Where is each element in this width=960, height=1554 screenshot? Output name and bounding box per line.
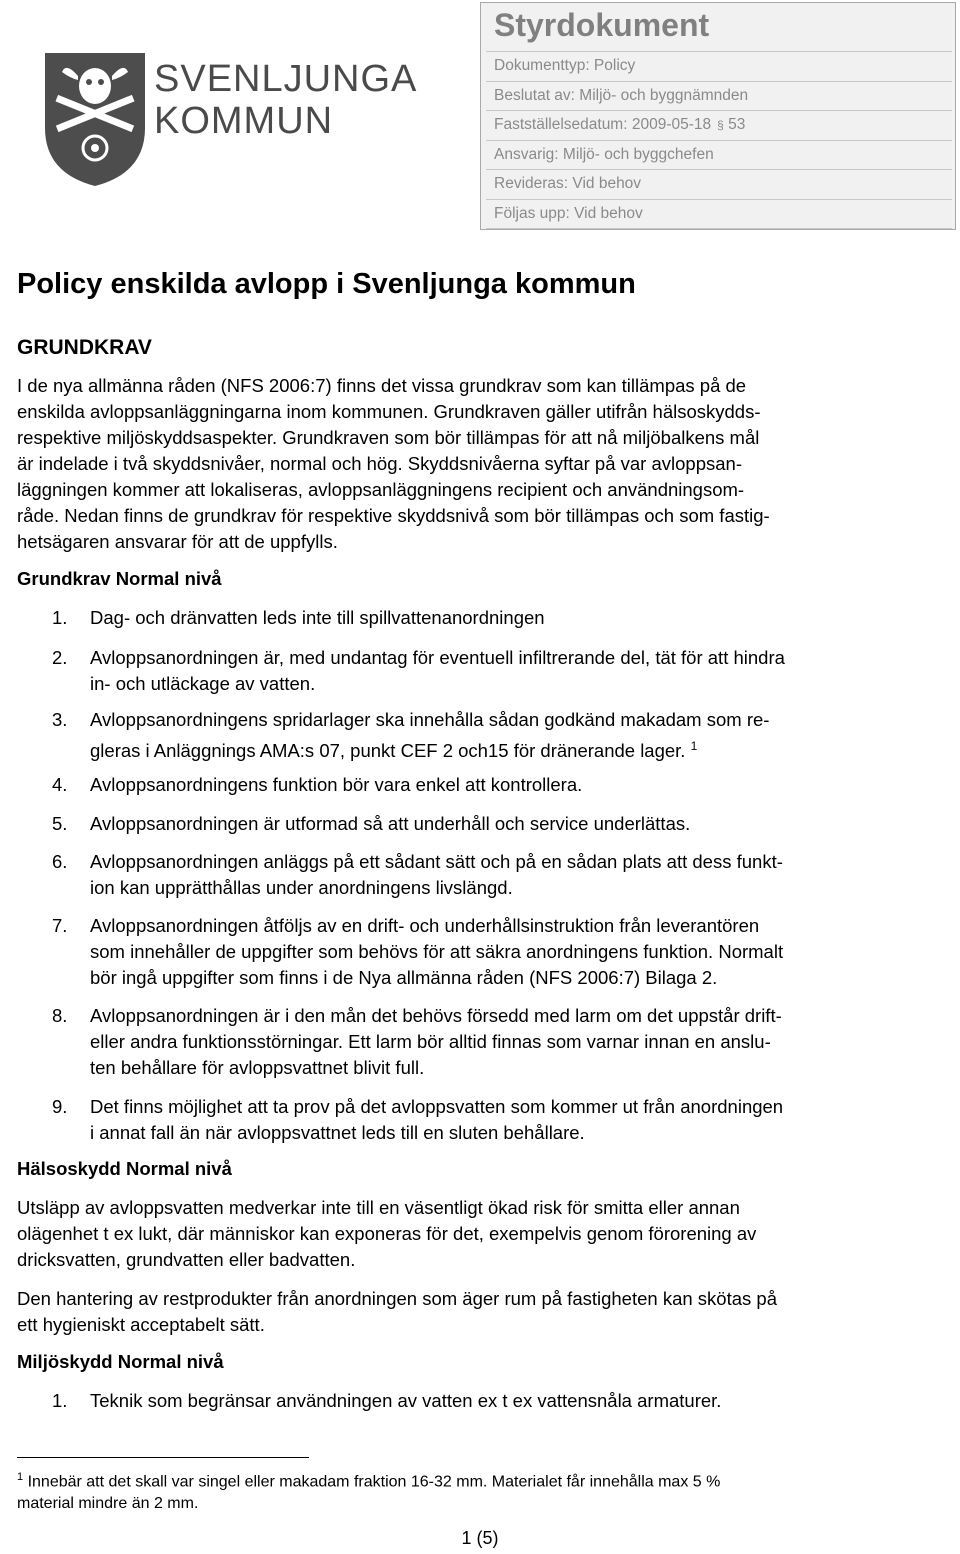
list-item xyxy=(52,913,942,991)
paragraph-line: Den hantering av restprodukter från anordningen som äger rum på fastigheten kan skötas på xyxy=(17,1288,777,1309)
list-number: 1. xyxy=(52,1390,68,1411)
intro-line: hetsägaren ansvarar för att de uppfylls. xyxy=(17,531,338,552)
list-text: Avloppsanordningen anläggs på ett sådant sätt och på en sådan plats att dess funkt- xyxy=(90,851,783,872)
list-text: i annat fall än när avloppsvattnet leds till en sluten behållare. xyxy=(90,1122,585,1143)
list-text xyxy=(90,733,942,764)
halsoskydd-paragraph-2 xyxy=(17,1286,947,1338)
list-number: 5. xyxy=(52,813,68,834)
footnote-mark: 1 xyxy=(17,1471,24,1483)
list-item xyxy=(52,1003,942,1081)
list-text: som innehåller de uppgifter som behövs för att säkra anordningens funktion. Normalt xyxy=(90,941,784,962)
document-metadata-box xyxy=(480,2,956,230)
paragraph-number: 53 xyxy=(728,116,746,134)
list-item xyxy=(52,605,942,631)
footnote xyxy=(17,1466,937,1515)
metadata-title: Styrdokument xyxy=(494,7,710,43)
metadata-row-revision: Revideras: Vid behov xyxy=(486,169,952,199)
footnote-reference[interactable]: 1 xyxy=(690,739,698,753)
intro-paragraph xyxy=(17,373,947,555)
intro-line: enskilda avloppsanläggningarna inom kommunen. Grundkraven gäller utifrån hälsoskydds- xyxy=(17,401,761,422)
intro-line: respektive miljöskyddsaspekter. Grundkraven som bör tillämpas för att nå miljöbalkens mål xyxy=(17,427,760,448)
grundkrav-heading: Grundkrav Normal nivå xyxy=(17,568,222,589)
municipality-logo xyxy=(40,48,440,188)
halsoskydd-heading: Hälsoskydd Normal nivå xyxy=(17,1158,232,1179)
halsoskydd-paragraph-1 xyxy=(17,1195,947,1273)
metadata-rows xyxy=(486,51,952,229)
list-text: eller andra funktionsstörningar. Ett larm bör alltid finnas som varnar innan en anslu- xyxy=(90,1031,771,1052)
list-text: Avloppsanordningen åtföljs av en drift- och underhållsinstruktion från leverantören xyxy=(90,915,760,936)
list-text: Avloppsanordningens spridarlager ska innehålla sådan godkänd makadam som re- xyxy=(90,709,770,730)
list-number: 6. xyxy=(52,851,68,872)
footnote-divider xyxy=(17,1457,309,1458)
section-heading: GRUNDKRAV xyxy=(17,336,152,359)
list-text: Avloppsanordningen är utformad så att underhåll och service underlättas. xyxy=(90,813,691,834)
logo-line-1: SVENLJUNGA xyxy=(154,58,418,100)
intro-line: är indelade i två skyddsnivåer, normal och hög. Skyddsnivåerna syftar på var avloppsan- xyxy=(17,453,742,474)
miljoskydd-heading: Miljöskydd Normal nivå xyxy=(17,1351,224,1372)
footnote-text: Innebär att det skall var singel eller makadam fraktion 16-32 mm. Materialet får innehålla max 5 % xyxy=(23,1473,721,1491)
paragraph-line: dricksvatten, grundvatten eller badvatten. xyxy=(17,1249,356,1270)
page-title: Policy enskilda avlopp i Svenljunga kommun xyxy=(17,268,636,300)
list-text: Teknik som begränsar användningen av vatten ex t ex vattensnåla armaturer. xyxy=(90,1390,722,1411)
list-text: Avloppsanordningen är, med undantag för eventuell infiltrerande del, tät för att hindra xyxy=(90,647,785,668)
list-item xyxy=(52,707,942,764)
list-text: Dag- och dränvatten leds inte till spillvattenanordningen xyxy=(90,607,545,628)
list-text: ten behållare för avloppsvattnet blivit full. xyxy=(90,1057,425,1078)
list-text-part: gleras i Anläggnings AMA:s 07, punkt CEF 2 och15 för dränerande lager. xyxy=(90,740,686,762)
list-number: 1. xyxy=(52,607,68,628)
list-text: Avloppsanordningen är i den mån det behövs försedd med larm om det uppstår drift- xyxy=(90,1005,782,1026)
logo-wordmark xyxy=(154,58,417,142)
list-number: 4. xyxy=(52,774,68,795)
metadata-row-responsible: Ansvarig: Miljö- och byggchefen xyxy=(486,140,952,170)
paragraph-line: ett hygieniskt acceptabelt sätt. xyxy=(17,1314,265,1335)
list-number: 2. xyxy=(52,647,68,668)
metadata-row-type: Dokumenttyp: Policy xyxy=(486,51,952,81)
intro-line: råde. Nedan finns de grundkrav för respektive skyddsnivå som bör tillämpas och som fastig- xyxy=(17,505,770,526)
document-header xyxy=(0,0,960,236)
list-text: bör ingå uppgifter som finns i de Nya allmänna råden (NFS 2006:7) Bilaga 2. xyxy=(90,967,718,988)
list-text: Det finns möjlighet att ta prov på det avloppsvatten som kommer ut från anordningen xyxy=(90,1096,784,1117)
metadata-row-date xyxy=(486,110,952,140)
list-text: in- och utläckage av vatten. xyxy=(90,673,316,694)
page-number: 1 (5) xyxy=(461,1528,499,1548)
intro-line: läggningen kommer att lokaliseras, avloppsanläggningens recipient och användningsom- xyxy=(17,479,745,500)
footnote-line: material mindre än 2 mm. xyxy=(17,1495,199,1513)
list-number: 9. xyxy=(52,1096,68,1117)
metadata-date-text: Fastställelsedatum: 2009-05-18 xyxy=(494,116,712,134)
list-item xyxy=(52,1388,942,1414)
metadata-row-decided-by: Beslutat av: Miljö- och byggnämnden xyxy=(486,81,952,111)
footnote-line xyxy=(17,1466,937,1493)
paragraph-mark: § xyxy=(717,118,724,133)
list-item xyxy=(52,772,942,798)
intro-line: I de nya allmänna råden (NFS 2006:7) finns det vissa grundkrav som kan tillämpas på de xyxy=(17,375,747,396)
list-item xyxy=(52,645,942,697)
list-item xyxy=(52,811,942,837)
paragraph-line: olägenhet t ex lukt, där människor kan exponeras för det, exempelvis genom förorening av xyxy=(17,1223,757,1244)
metadata-row-followup: Följas upp: Vid behov xyxy=(486,199,952,229)
list-text: ion kan upprätthållas under anordningens livslängd. xyxy=(90,877,513,898)
list-item xyxy=(52,849,942,901)
list-text: Avloppsanordningens funktion bör vara enkel att kontrollera. xyxy=(90,774,583,795)
logo-line-2: KOMMUN xyxy=(154,100,334,142)
list-number: 8. xyxy=(52,1005,68,1026)
coat-of-arms-icon xyxy=(40,48,150,188)
list-number: 3. xyxy=(52,709,68,730)
paragraph-line: Utsläpp av avloppsvatten medverkar inte till en väsentligt ökad risk för smitta eller annan xyxy=(17,1197,740,1218)
list-number: 7. xyxy=(52,915,68,936)
list-item xyxy=(52,1094,942,1146)
